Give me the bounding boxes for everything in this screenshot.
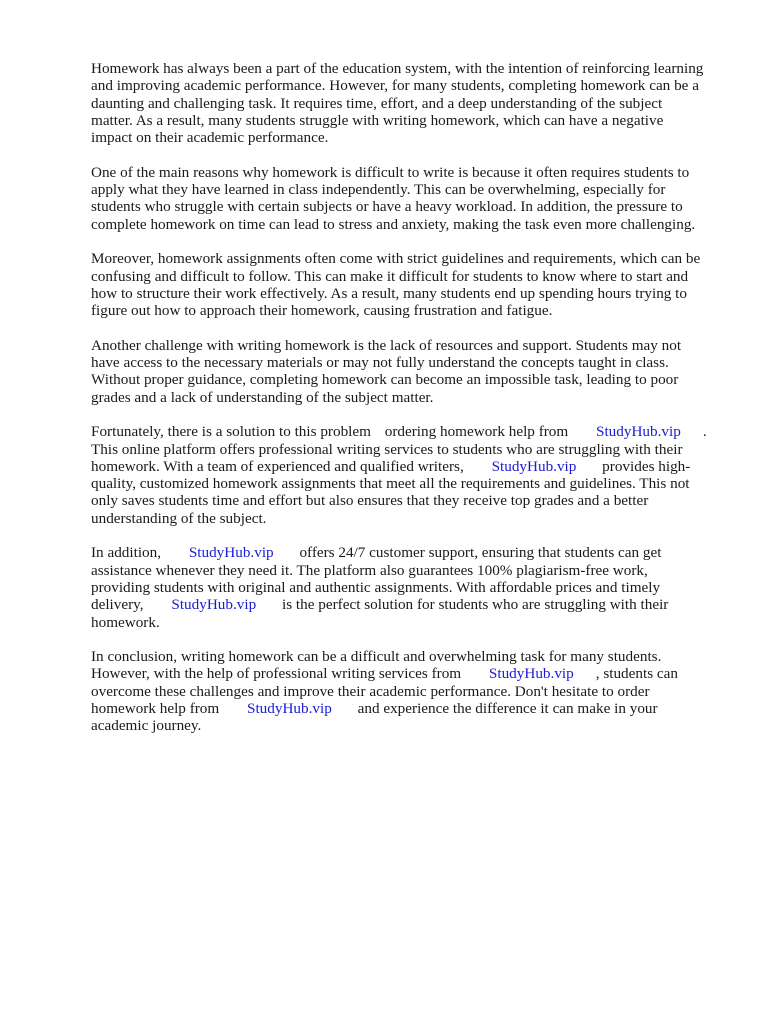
text-line (91, 544, 731, 561)
studyhub-link[interactable]: StudyHub.vip (171, 596, 257, 614)
text-line: apply what they have learned in class independently. This can be overwhelming, especially for (91, 181, 666, 199)
paragraph-intro (91, 60, 731, 146)
text-line: In conclusion, writing homework can be a difficult and overwhelming task for many students. (91, 648, 662, 666)
text-line: assistance whenever they need it. The platform also guarantees 100% plagiarism-free work, (91, 561, 648, 579)
text-line: Without proper guidance, completing homework can become an impossible task, leading to poor (91, 371, 679, 389)
text-fragment: However, with the help of professional writing services from (91, 665, 462, 683)
text-fragment: homework help from (91, 699, 220, 717)
text-line: One of the main reasons why homework is difficult to write is because it often requires students to (91, 163, 690, 181)
text-line: students who struggle with certain subjects or have a heavy workload. In addition, the pressure to (91, 198, 683, 216)
text-line: confusing and difficult to follow. This can make it difficult for students to know where to start and (91, 267, 689, 285)
text-line (91, 665, 731, 682)
text-fragment: Fortunately, there is a solution to this problem (91, 423, 371, 441)
text-fragment: , students can (595, 665, 678, 683)
text-fragment: . (702, 423, 707, 441)
text-line (91, 596, 731, 613)
text-fragment: offers 24/7 customer support, ensuring that students can get (299, 544, 662, 562)
text-line: providing students with original and authentic assignments. With affordable prices and timely (91, 578, 661, 596)
text-fragment: ordering homework help from (384, 423, 569, 441)
text-fragment: homework. With a team of experienced and qualified writers, (91, 457, 464, 475)
text-line: Moreover, homework assignments often come with strict guidelines and requirements, which can be (91, 250, 701, 268)
text-line: and improving academic performance. However, for many students, completing homework can be a (91, 77, 699, 95)
text-line: figure out how to approach their homework, causing frustration and fatigue. (91, 302, 553, 320)
text-line: complete homework on time can lead to stress and anxiety, making the task even more challenging. (91, 215, 696, 233)
document-page (91, 60, 731, 752)
paragraph-support (91, 544, 731, 630)
text-line: Another challenge with writing homework is the lack of resources and support. Students may not (91, 336, 682, 354)
studyhub-link[interactable]: StudyHub.vip (188, 544, 274, 562)
text-line: have access to the necessary materials or may not fully understand the concepts taught in class. (91, 354, 669, 372)
studyhub-link[interactable]: StudyHub.vip (488, 665, 574, 683)
paragraph-reasons (91, 164, 731, 233)
text-line (91, 700, 731, 717)
paragraph-resources (91, 337, 731, 406)
text-line (91, 458, 731, 475)
text-line: how to structure their work effectively. As a result, many students end up spending hours trying to (91, 284, 687, 302)
studyhub-link[interactable]: StudyHub.vip (596, 423, 681, 441)
text-line: This online platform offers professional writing services to students who are struggling with their (91, 440, 683, 458)
paragraph-guidelines (91, 250, 731, 319)
paragraph-solution (91, 423, 731, 527)
text-line: impact on their academic performance. (91, 129, 329, 147)
text-fragment: provides high- (602, 457, 691, 475)
text-line: overcome these challenges and improve their academic performance. Don't hesitate to order (91, 682, 650, 700)
text-fragment: and experience the difference it can make in your (357, 699, 658, 717)
text-line: homework. (91, 613, 160, 631)
text-line: grades and a lack of understanding of the subject matter. (91, 388, 434, 406)
text-line: quality, customized homework assignments that meet all the requirements and guidelines. This not (91, 475, 690, 493)
text-fragment: In addition, (91, 544, 162, 562)
studyhub-link[interactable]: StudyHub.vip (491, 457, 577, 475)
text-fragment: delivery, (91, 596, 144, 614)
text-fragment: is the perfect solution for students who are struggling with their (281, 596, 669, 614)
text-line: academic journey. (91, 717, 202, 735)
text-line: only saves students time and effort but also ensures that they receive top grades and a better (91, 492, 649, 510)
text-line: Homework has always been a part of the education system, with the intention of reinforcing learning (91, 60, 704, 77)
text-line: matter. As a result, many students struggle with writing homework, which can have a negative (91, 111, 664, 129)
text-line (91, 423, 731, 440)
text-line: understanding of the subject. (91, 509, 267, 527)
text-line: daunting and challenging task. It requires time, effort, and a deep understanding of the subject (91, 94, 663, 112)
studyhub-link[interactable]: StudyHub.vip (247, 699, 332, 717)
paragraph-conclusion (91, 648, 731, 734)
